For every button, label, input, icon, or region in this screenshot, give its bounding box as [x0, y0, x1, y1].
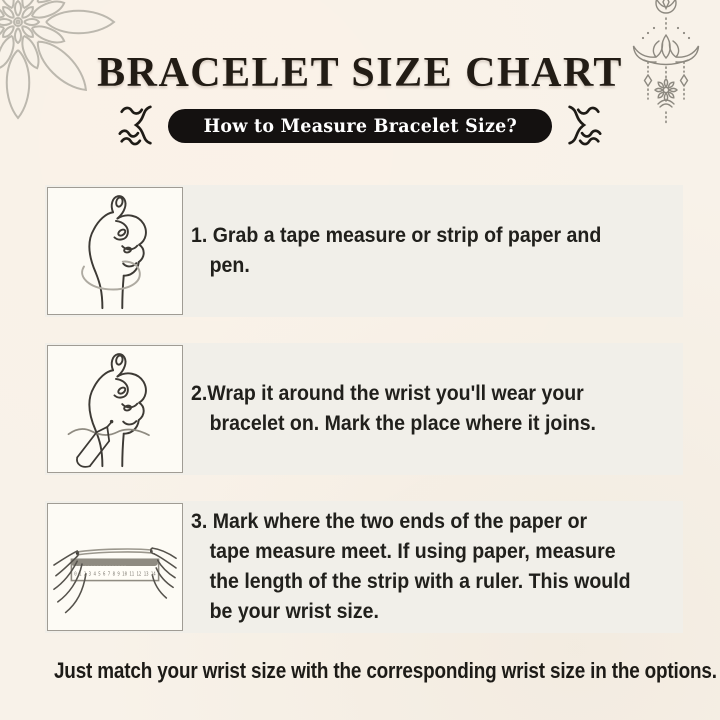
step-row-3 — [45, 501, 683, 633]
step-row-1 — [45, 185, 683, 317]
step-3-text — [191, 507, 649, 627]
step-3-line: 3. Mark where the two ends of the paper or — [191, 510, 588, 533]
step-3-line: tape measure meet. If using paper, measure — [209, 540, 616, 563]
step-2-line: bracelet on. Mark the place where it joins. — [209, 412, 596, 435]
footer-note — [0, 658, 720, 684]
right-flourish-icon — [562, 104, 604, 148]
badge-label: How to Measure Bracelet Size? — [203, 115, 517, 137]
step-1-line: pen. — [209, 254, 250, 277]
page-title: BRACELET SIZE CHART — [97, 50, 623, 96]
step-2-text — [191, 379, 649, 439]
fist-with-bracelet-loop-illustration — [47, 187, 183, 315]
step-3-line: be your wrist size. — [209, 600, 379, 623]
footer-note-text: Just match your wrist size with the corresponding wrist size in the options. — [53, 658, 717, 683]
step-1-text — [191, 221, 649, 281]
badge-row — [0, 106, 720, 146]
hand-marking-wrist-with-pen-illustration — [47, 345, 183, 473]
step-1-line: 1. Grab a tape measure or strip of paper and — [191, 224, 602, 247]
how-to-measure-badge — [168, 109, 553, 143]
hands-holding-strip-over-ruler-illustration — [47, 503, 183, 631]
left-flourish-icon — [116, 104, 158, 148]
step-row-2 — [45, 343, 683, 475]
step-2-line: 2.Wrap it around the wrist you'll wear your — [191, 382, 584, 405]
ruler-numbers: 0 1 2 3 4 5 6 7 8 9 10 11 12 13 14 — [74, 571, 156, 578]
step-3-line: the length of the strip with a ruler. This would — [209, 570, 631, 593]
